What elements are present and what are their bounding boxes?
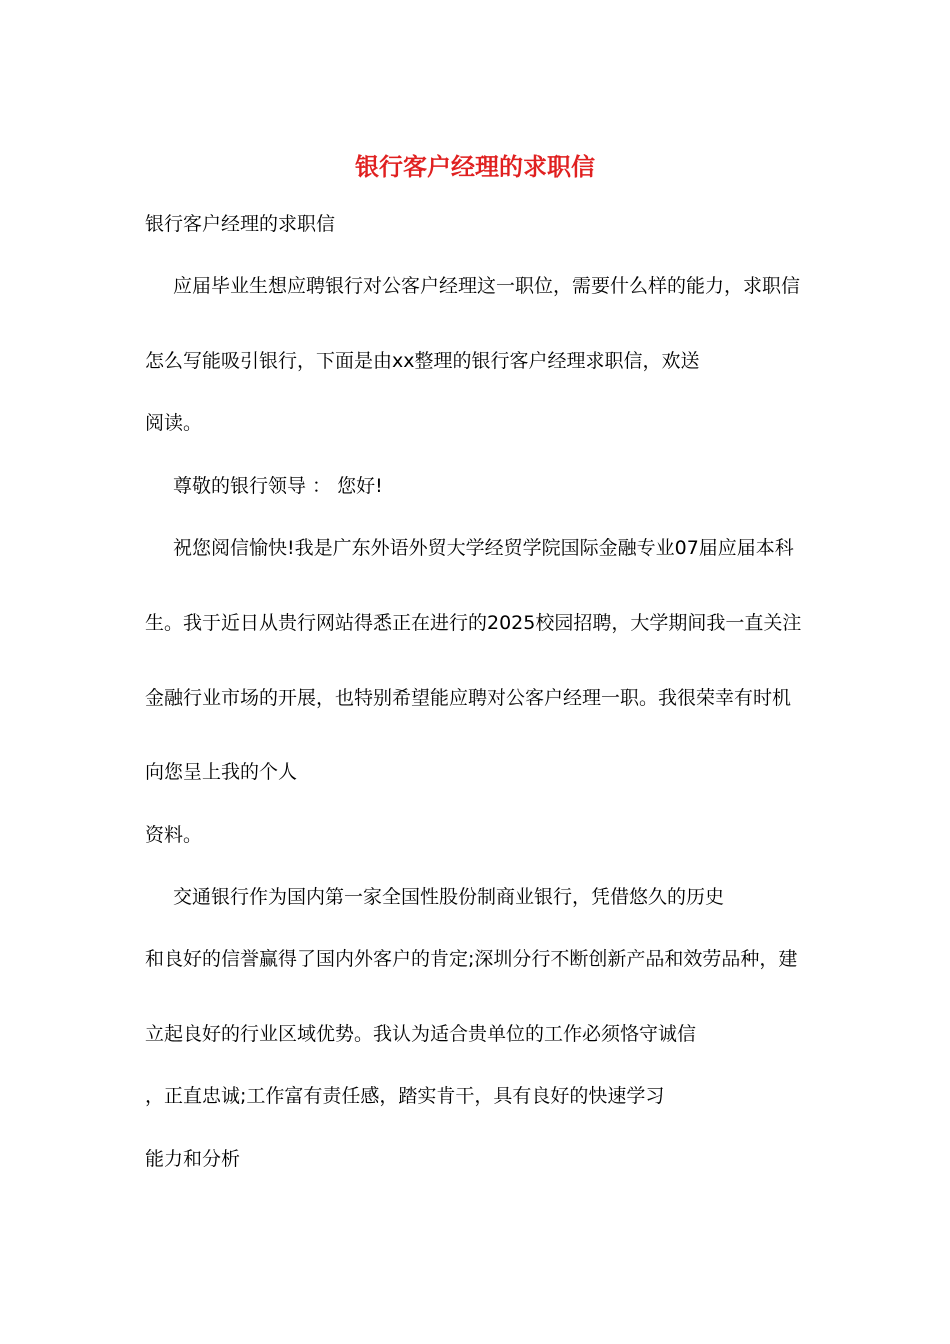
paragraph-line: 交通银行作为国内第一家全国性股份制商业银行，凭借悠久的历史	[173, 886, 725, 908]
paragraph-line: 立起良好的行业区域优势。我认为适合贵单位的工作必须恪守诚信	[145, 1023, 697, 1045]
paragraph-line: 生。我于近日从贵行网站得悉正在进行的2025校园招聘，大学期间我一直关注	[145, 612, 802, 634]
paragraph-line: 怎么写能吸引银行，下面是由xx整理的银行客户经理求职信，欢送	[145, 350, 700, 372]
paragraph-line: 金融行业市场的开展，也特别希望能应聘对公客户经理一职。我很荣幸有时机	[145, 687, 792, 709]
paragraph-line: 向您呈上我的个人	[145, 761, 298, 783]
document-title: 银行客户经理的求职信	[355, 152, 595, 181]
paragraph-line: 阅读。	[145, 412, 203, 434]
greeting-line: 尊敬的银行领导 ： 您好!	[173, 475, 383, 497]
paragraph-line: ，正直忠诚;工作富有责任感，踏实肯干，具有良好的快速学习	[145, 1085, 665, 1107]
paragraph-line: 资料。	[145, 824, 203, 846]
paragraph-line: 和良好的信誉赢得了国内外客户的肯定;深圳分行不断创新产品和效劳品种，建	[145, 948, 798, 970]
paragraph-line: 祝您阅信愉快!我是广东外语外贸大学经贸学院国际金融专业07届应届本科	[173, 537, 794, 559]
paragraph-line: 能力和分析	[145, 1148, 241, 1170]
subtitle-line: 银行客户经理的求职信	[145, 213, 336, 235]
paragraph-line: 应届毕业生想应聘银行对公客户经理这一职位，需要什么样的能力，求职信	[173, 275, 801, 297]
